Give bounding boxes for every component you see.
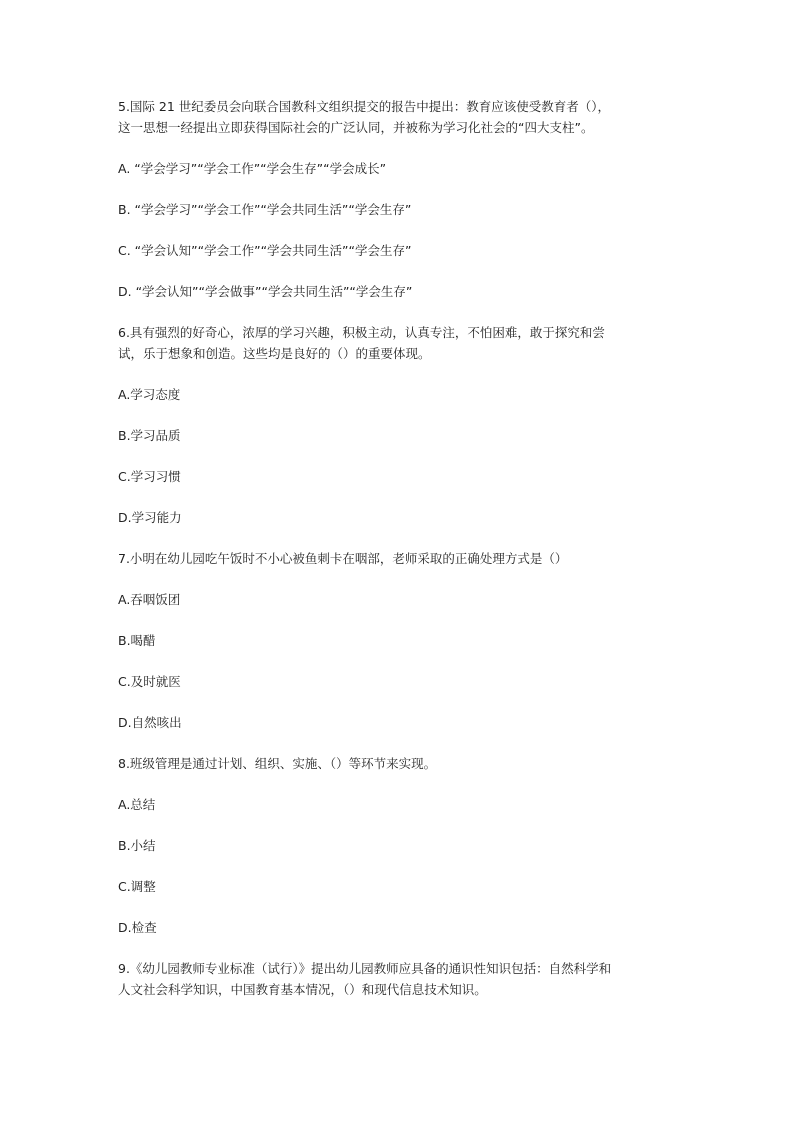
question-8-option-a: A.总结 (118, 797, 156, 812)
question-8-option-d: D.检查 (118, 920, 157, 935)
question-stem-line: 7.小明在幼儿园吃午饭时不小心被鱼刺卡在咽部，老师采取的正确处理方式是（） (118, 551, 568, 566)
question-5-option-a: A. “学会学习”“学会工作”“学会生存”“学会成长” (118, 161, 387, 176)
question-6-option-d: D.学习能力 (118, 510, 182, 525)
question-stem-line: 8.班级管理是通过计划、组织、实施、（）等环节来实现。 (118, 756, 437, 771)
question-7-option-d: D.自然咳出 (118, 715, 182, 730)
question-stem-line: 这一思想一经提出立即获得国际社会的广泛认同，并被称为学习化社会的“四大支柱”。 (118, 120, 594, 135)
question-8-option-c: C.调整 (118, 879, 156, 894)
question-stem-line: 6.具有强烈的好奇心，浓厚的学习兴趣，积极主动，认真专注，不怕困难，敢于探究和尝 (118, 325, 605, 340)
question-stem-line: 人文社会科学知识，中国教育基本情况，（）和现代信息技术知识。 (118, 982, 487, 997)
question-6-option-c: C.学习习惯 (118, 469, 181, 484)
question-5-stem (118, 96, 678, 138)
question-8-stem (118, 753, 678, 774)
question-9-stem (118, 958, 678, 1000)
question-6-stem (118, 322, 678, 364)
question-7-option-c: C.及时就医 (118, 674, 181, 689)
question-5-option-b: B. “学会学习”“学会工作”“学会共同生活”“学会生存” (118, 202, 412, 217)
question-stem-line: 9.《幼儿园教师专业标准（试行）》提出幼儿园教师应具备的通识性知识包括：自然科学和 (118, 961, 612, 976)
question-5-option-d: D. “学会认知”“学会做事”“学会共同生活”“学会生存” (118, 284, 413, 299)
question-6-option-a: A.学习态度 (118, 387, 181, 402)
question-stem-line: 5.国际 21 世纪委员会向联合国教科文组织提交的报告中提出：教育应该使受教育者（）， (118, 99, 611, 114)
question-stem-line: 试，乐于想象和创造。这些均是良好的（）的重要体现。 (118, 346, 431, 361)
question-7-option-b: B.喝醋 (118, 633, 156, 648)
question-5-option-c: C. “学会认知”“学会工作”“学会共同生活”“学会生存” (118, 243, 412, 258)
question-8-option-b: B.小结 (118, 838, 156, 853)
question-7-option-a: A.吞咽饭团 (118, 592, 181, 607)
document-page (118, 96, 678, 1020)
question-7-stem (118, 548, 678, 569)
question-6-option-b: B.学习品质 (118, 428, 181, 443)
